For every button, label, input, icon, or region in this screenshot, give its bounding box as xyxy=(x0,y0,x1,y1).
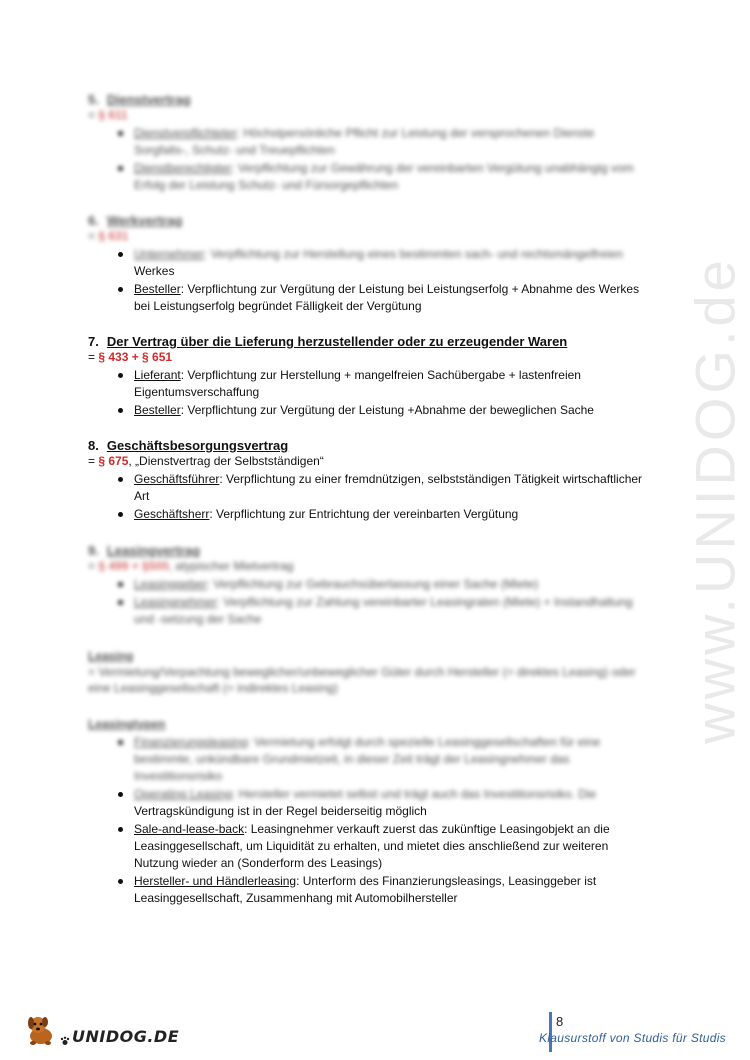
section-leasingtypen xyxy=(88,716,648,908)
list-item: Besteller: Verpflichtung zur Vergütung der Leistung +Abnahme der beweglichen Sache xyxy=(134,402,688,419)
footer-tagline: Klausurstoff von Studis für Studis xyxy=(539,1031,726,1045)
list-item: Besteller: Verpflichtung zur Vergütung der Leistung bei Leistungserfolg + Abnahme des Werkes bei Leistungserfolg begründet Fälligkeit der Vergütung xyxy=(134,281,648,315)
definition-text: = Vermietung/Verpachtung beweglicher/unbeweglicher Güter durch Hersteller (= direktes Leasing) oder eine Leasinggesellschaft (= indirektes Leasing) xyxy=(88,665,636,695)
list-item: Leasinggeber: Verpflichtung zur Gebrauchsüberlassung einer Sache (Miete) xyxy=(134,576,648,593)
list-item: Leasingnehmer: Verpflichtung zur Zahlung vereinbarter Leasingraten (Miete) + Instandhaltung und -setzung der Sache xyxy=(134,594,648,628)
section-number: 6. xyxy=(88,213,99,228)
section-dienstvertrag xyxy=(88,92,648,195)
paragraph-reference: = § 433 + § 651 xyxy=(88,350,173,364)
list-item: Hersteller- und Händlerleasing: Unterform des Finanzierungsleasings, Leasinggeber ist Leasinggesellschaft, Zusammenhang mit Automobilhersteller xyxy=(134,873,648,907)
list-item: Lieferant: Verpflichtung zur Herstellung + mangelfreien Sachübergabe + lastenfreien Eigentumsverschaffung xyxy=(134,367,688,401)
section-geschaeftsbesorgung xyxy=(88,438,648,524)
section-leasing-definition xyxy=(88,648,648,696)
list-item: Unternehmer: Verpflichtung zur Herstellung eines bestimmten sach- und rechtsmängelfreien Werkes xyxy=(134,246,648,280)
list-item: Finanzierungsleasing: Vermietung erfolgt durch spezielle Leasinggesellschaften für eine bestimmte, unkündbare Grundmietzeit, in dieser Zeit trägt der Leasingnehmer das Investitionsrisiko xyxy=(134,734,648,785)
bullet-list xyxy=(88,734,648,907)
paw-icon xyxy=(60,1036,70,1046)
dog-icon xyxy=(24,1014,58,1046)
subheading: Leasingtypen xyxy=(88,717,166,731)
section-title: Leasingvertrag xyxy=(106,543,201,558)
bullet-list xyxy=(88,471,648,523)
section-number: 5. xyxy=(88,92,99,107)
logo-text: UNIDOG.DE xyxy=(72,1027,180,1046)
watermark: www.UNIDOG.de xyxy=(683,256,747,744)
section-title: Dienstvertrag xyxy=(106,92,191,107)
list-item: Dienstverpflichteter: Höchstpersönliche Pflicht zur Leistung der versprochenen Dienste Sorgfalts-, Schutz- und Treuepflichten xyxy=(134,125,648,159)
bullet-list xyxy=(88,576,648,628)
section-title: Geschäftsbesorgungsvertrag xyxy=(106,438,289,453)
paragraph-reference: = § 499 + §500, atypischer Mietvertrag xyxy=(88,559,294,573)
section-number: 7. xyxy=(88,334,99,349)
unidog-logo xyxy=(24,1014,179,1046)
bullet-list xyxy=(88,246,648,315)
list-item: Geschäftsherr: Verpflichtung zur Entrichtung der vereinbarten Vergütung xyxy=(134,506,648,523)
section-leasingvertrag xyxy=(88,543,648,629)
bullet-list xyxy=(88,367,688,419)
bullet-list xyxy=(88,125,648,194)
section-number: 9. xyxy=(88,543,99,558)
paragraph-reference: = § 675, „Dienstvertrag der Selbstständigen“ xyxy=(88,454,324,468)
subheading: Leasing xyxy=(88,649,134,663)
section-title: Werkvertrag xyxy=(106,213,183,228)
paragraph-reference: = § 611 xyxy=(88,108,128,122)
list-item: Dienstberechtigter: Verpflichtung zur Gewährung der vereinbarten Vergütung unabhängig vom Erfolg der Leistung Schutz- und Fürsorgepflichten xyxy=(134,160,648,194)
list-item: Geschäftsführer: Verpflichtung zu einer fremdnützigen, selbstständigen Tätigkeit wirtschaftlicher Art xyxy=(134,471,648,505)
section-warenlieferung xyxy=(88,334,688,420)
section-werkvertrag xyxy=(88,213,648,316)
list-item: Operating Leasing: Hersteller vermietet selbst und trägt auch das Investitionsrisiko. Die Vertragskündigung ist in der Regel beiderseitig möglich xyxy=(134,786,648,820)
section-title: Der Vertrag über die Lieferung herzustellender oder zu erzeugender Waren xyxy=(106,334,568,349)
list-item: Sale-and-lease-back: Leasingnehmer verkauft zuerst das zukünftige Leasingobjekt an die Leasinggesellschaft, um Liquidität zu erhalten, und mietet dies anschließend zur weiteren Nutzung wieder an (Sonderform des Leasings) xyxy=(134,821,648,872)
page-number: 8 xyxy=(556,1014,564,1029)
paragraph-reference: = § 631 xyxy=(88,229,129,243)
section-number: 8. xyxy=(88,438,99,453)
